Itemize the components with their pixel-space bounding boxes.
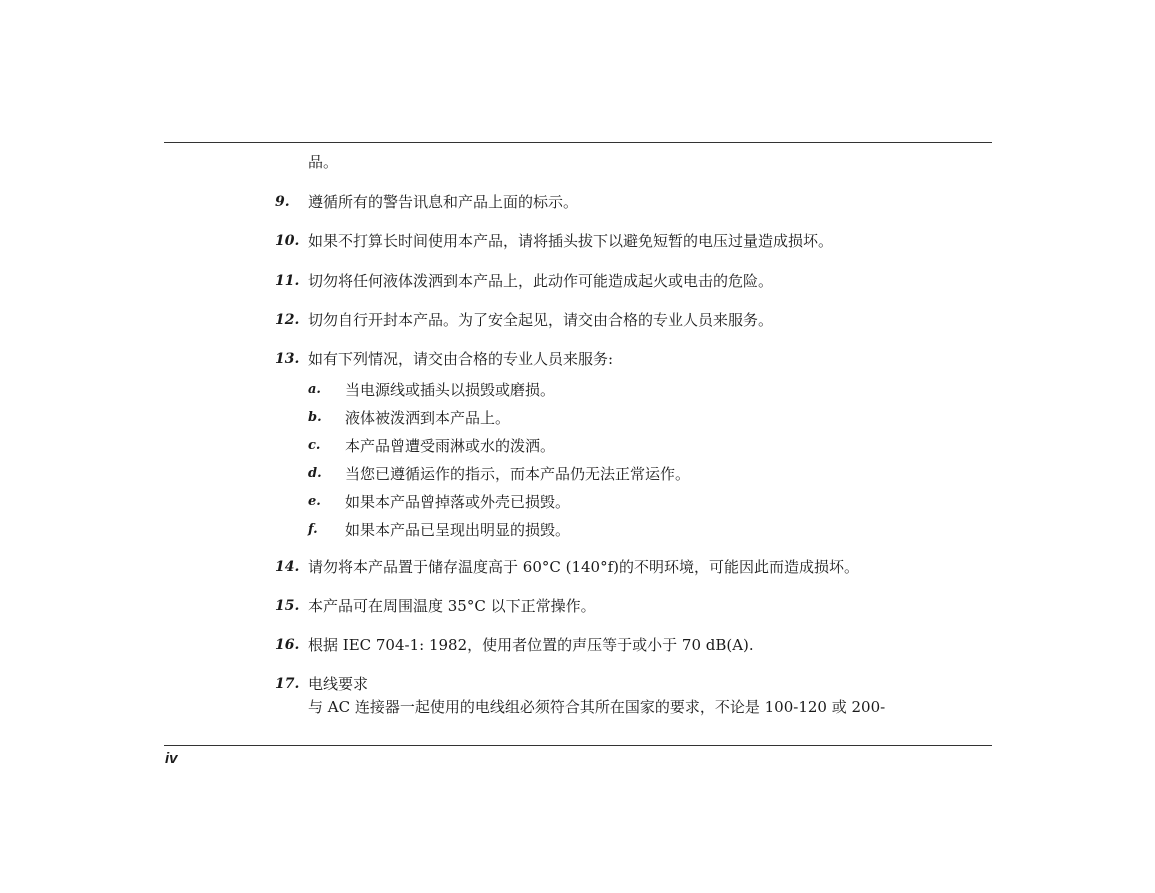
subitem-letter: f. [308,522,318,537]
item-number: 13. [275,351,300,367]
subitem-text: 当电源线或插头以损毁或磨损。 [345,381,556,399]
subitem-letter: d. [308,466,322,481]
item-text: 根据 IEC 704-1: 1982，使用者位置的声压等于或小于 70 dB(A). [308,636,754,654]
page-number: iv [165,750,178,767]
item-text: 本产品可在周围温度 35°C 以下正常操作。 [308,597,596,615]
item-text: 如有下列情况，请交由合格的专业人员来服务: [308,350,614,368]
item-number: 11. [275,273,300,289]
subitem-text: 本产品曾遭受雨淋或水的泼洒。 [345,437,556,455]
subitem-text: 如果本产品曾掉落或外壳已损毁。 [345,493,571,511]
item-text-continued: 与 AC 连接器一起使用的电线组必须符合其所在国家的要求，不论是 100-120 或 200- [308,698,886,716]
item-text: 请勿将本产品置于储存温度高于 60°C (140°f)的不明环境，可能因此而造成损坏。 [308,558,859,576]
item-text: 如果不打算长时间使用本产品，请将插头拔下以避免短暂的电压过量造成损坏。 [308,232,834,250]
subitem-letter: e. [308,494,321,509]
item-text: 切勿将任何液体泼洒到本产品上，此动作可能造成起火或电击的危险。 [308,272,774,290]
item-number: 15. [275,598,300,614]
item-text: 遵循所有的警告讯息和产品上面的标示。 [308,193,579,211]
item-number: 14. [275,559,300,575]
header-rule [164,142,992,143]
item-number: 9. [275,194,290,210]
item-text: 电线要求 [308,675,369,693]
footer-rule [164,745,992,746]
subitem-letter: c. [308,438,321,453]
item-number: 17. [275,676,300,692]
item-number: 16. [275,637,300,653]
subitem-letter: a. [308,382,321,397]
continuation-text: 品。 [308,153,339,171]
subitem-text: 液体被泼洒到本产品上。 [345,409,511,427]
subitem-text: 如果本产品已呈现出明显的损毁。 [345,521,571,539]
subitem-letter: b. [308,410,322,425]
subitem-text: 当您已遵循运作的指示，而本产品仍无法正常运作。 [345,465,691,483]
item-number: 10. [275,233,300,249]
item-text: 切勿自行开封本产品。为了安全起见，请交由合格的专业人员来服务。 [308,311,774,329]
item-number: 12. [275,312,300,328]
